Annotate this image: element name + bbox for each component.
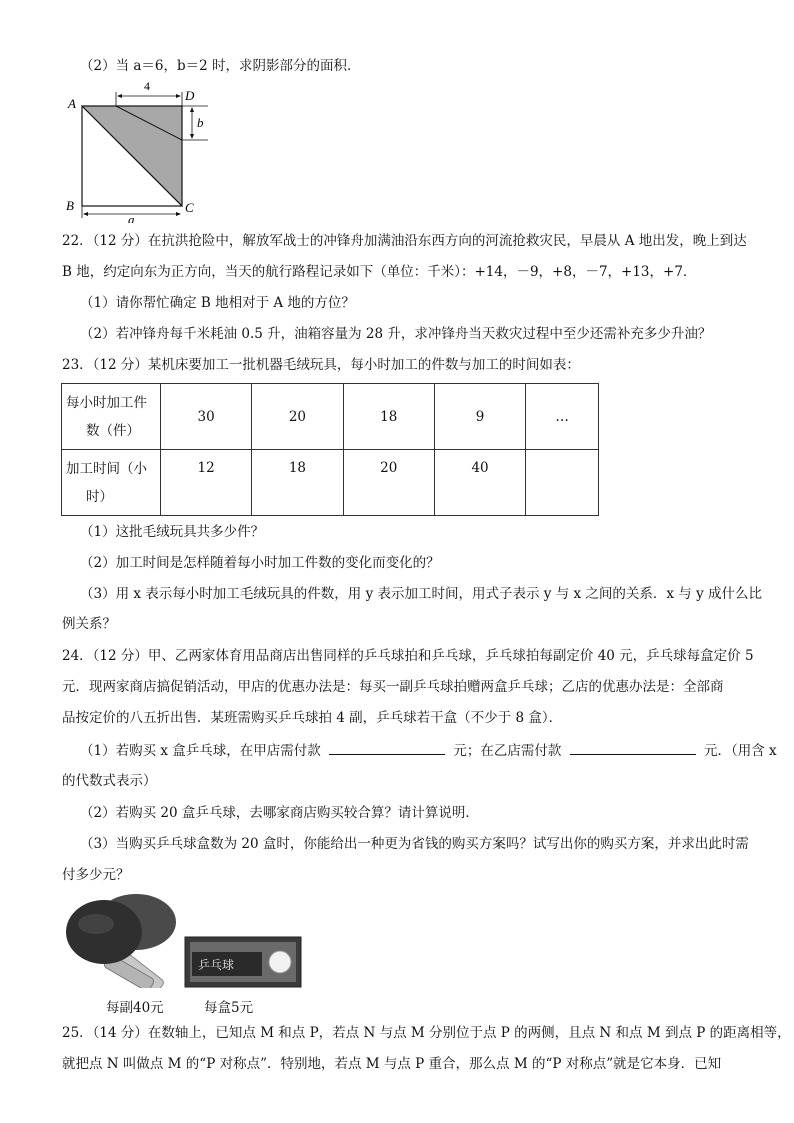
- label-a: a: [128, 212, 135, 223]
- table-head-cell: 每小时加工件 数（件）: [62, 384, 161, 450]
- q24-part1: （1）若购买 x 盒乒乓球，在甲店需付款 元；在乙店需付款 元．（用含 x: [80, 740, 777, 761]
- label-b: b: [197, 115, 204, 130]
- q21-part2: （2）当 a＝6，b＝2 时，求阴影部分的面积．: [80, 58, 361, 74]
- q23-table: [61, 383, 599, 516]
- box-caption: 每盒5元: [204, 1000, 254, 1016]
- q23-line1: 23．（12 分）某机床要加工一批机器毛绒玩具，每小时加工的件数与加工的时间如表：: [62, 357, 580, 373]
- q22-part1: （1）请你帮忙确定 B 地相对于 A 地的方位？: [80, 295, 355, 311]
- paddle-caption: 每副40元: [106, 1000, 164, 1016]
- ball-box-image: [184, 936, 302, 988]
- table-cell: 9: [434, 384, 525, 450]
- label-A: A: [68, 96, 76, 111]
- q24-part3a: （3）当购买乒乓球盒数为 20 盒时，你能给出一种更为省钱的购买方案吗？试写出你的购买方案，并求出此时需: [80, 836, 749, 852]
- table-cell: …: [526, 384, 599, 450]
- q23-part3b: 例关系？: [62, 616, 116, 632]
- label-4: 4: [144, 79, 150, 93]
- box-brand-text: 乒乓球: [198, 958, 235, 972]
- label-B: B: [66, 198, 74, 213]
- q24-line1: 24．（12 分）甲、乙两家体育用品商店出售同样的乒乓球拍和乒乓球，乒乓球拍每副定价 40 元，乒乓球每盒定价 5: [62, 648, 754, 664]
- q24-part2: （2）若购买 20 盒乒乓球，去哪家商店购买较合算？请计算说明．: [80, 805, 479, 821]
- q24-line3: 品按定价的八五折出售．某班需购买乒乓球拍 4 副，乒乓球若干盒（不少于 8 盒）．: [62, 710, 563, 726]
- table-cell: 18: [343, 384, 434, 450]
- q23-part2: （2）加工时间是怎样随着每小时加工件数的变化而变化的？: [80, 555, 440, 571]
- table-cell: 20: [252, 384, 343, 450]
- table-row: [62, 450, 599, 516]
- q23-part3a: （3）用 x 表示每小时加工毛绒玩具的件数，用 y 表示加工时间，用式子表示 y 与 x 之间的关系．x 与 y 成什么比: [80, 586, 763, 602]
- q24-part1-cont: 的代数式表示）: [62, 773, 157, 789]
- square-figure: [60, 78, 210, 223]
- paddle-image: [66, 892, 186, 988]
- label-C: C: [185, 200, 194, 215]
- answer-blank-2[interactable]: [570, 740, 696, 755]
- q25-line2: 就把点 N 叫做点 M 的“P 对称点”．特别地，若点 M 与点 P 重合，那么点 M 的“P 对称点”就是它本身．已知: [62, 1056, 722, 1072]
- q22-line1: 22．（12 分）在抗洪抢险中，解放军战士的冲锋舟加满油沿东西方向的河流抢救灾民，早晨从 A 地出发，晚上到达: [62, 233, 747, 249]
- q22-line2: B 地，约定向东为正方向，当天的航行路程记录如下（单位：千米）：+14，－9，+8，－7，+13，+7．: [62, 264, 697, 280]
- q25-line1: 25．（14 分）在数轴上，已知点 M 和点 P，若点 N 与点 M 分别位于点 P 的两侧，且点 N 和点 M 到点 P 的距离相等，: [62, 1025, 791, 1041]
- table-cell: 20: [343, 450, 434, 516]
- table-head-cell: 加工时间（小 时）: [62, 450, 161, 516]
- q24-line2: 元．现两家商店搞促销活动，甲店的优惠办法是：每买一副乒乓球拍赠两盒乒乓球；乙店的优惠办法是：全部商: [62, 679, 724, 695]
- table-cell: 30: [161, 384, 252, 450]
- label-D: D: [185, 88, 195, 103]
- table-cell: 40: [434, 450, 525, 516]
- table-cell: [526, 450, 599, 516]
- q24-part3b: 付多少元？: [62, 867, 130, 883]
- table-row: [62, 384, 599, 450]
- table-cell: 12: [161, 450, 252, 516]
- q22-part2: （2）若冲锋舟每千米耗油 0.5 升，油箱容量为 28 升，求冲锋舟当天救灾过程中至少还需补充多少升油？: [80, 326, 712, 342]
- table-cell: 18: [252, 450, 343, 516]
- q23-part1: （1）这批毛绒玩具共多少件？: [80, 524, 265, 540]
- answer-blank-1[interactable]: [329, 740, 445, 755]
